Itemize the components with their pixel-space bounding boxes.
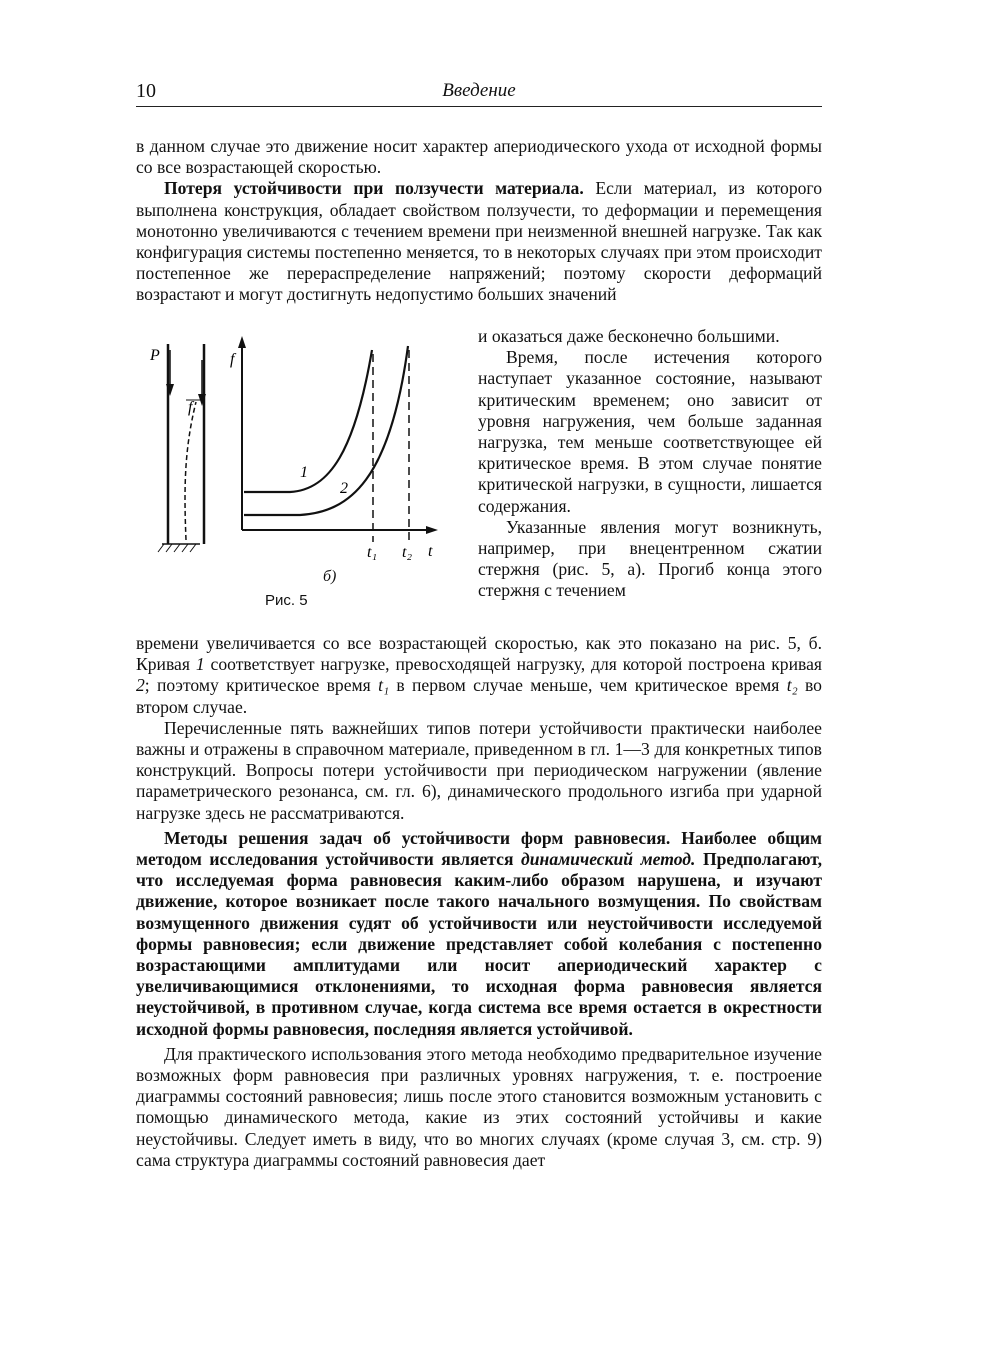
paragraph-phenomena-end xyxy=(136,633,822,718)
creep-curve-1 xyxy=(244,350,372,492)
page-number: 10 xyxy=(136,80,156,102)
tick-t1: t₁ xyxy=(367,544,378,561)
curve-label-1: 1 xyxy=(300,464,308,481)
phenomena-text-d: в первом случае меньше, чем критическое время xyxy=(389,675,787,696)
symbol-t1: t₁ xyxy=(378,675,390,696)
text-block-bottom xyxy=(136,633,822,1171)
paragraph-phenomena-start: Указанные явления могут возникнуть, например, при внецентренном сжатии стержня (рис. 5, а). Прогиб конца этого стержня с течением xyxy=(478,516,822,601)
graph-y-arrow xyxy=(238,336,246,348)
figure-5-drawing xyxy=(140,330,466,630)
paragraph-creep-tail: и оказаться даже бесконечно большими. xyxy=(478,326,780,346)
symbol-curve-1: 1 xyxy=(195,654,205,675)
page-header xyxy=(136,80,822,104)
methods-text-b: Предполагают, что исследуемая форма равновесия каким-либо образом нарушена, и изучают движение, которое возникает после такого начального возмущения. По свойствам возмущенного движения судят об устойчивости или неустойчивости исследуемой формы равновесия; если движение представляет собой колебания с постепенно возрастающими амплитудами или носит апериодический характер с увеличивающимися отклонениями, то исходная форма равновесия является неустойчивой, в противном случае, когда система все время остается в окрестности исходной формы равновесия, последняя является устойчивой. xyxy=(136,849,822,1039)
figure-caption: Рис. 5 xyxy=(265,592,308,609)
graph-y-label: f xyxy=(230,351,235,368)
methods-text-a: Наиболее общим методом исследования устойчивости является xyxy=(136,827,822,870)
tick-t2: t₂ xyxy=(402,544,413,561)
paragraph-methods xyxy=(136,828,822,1040)
phenomena-text-e: во втором случае. xyxy=(136,675,822,717)
deflected-column xyxy=(185,402,196,540)
curve-label-2: 2 xyxy=(340,480,348,497)
graph-x-arrow xyxy=(426,526,438,534)
symbol-curve-2: 2 xyxy=(136,675,145,696)
creep-curve-2 xyxy=(244,346,408,515)
symbol-t2: t₂ xyxy=(786,675,798,696)
phenomena-text-a: времени увеличивается со все возрастающей скоростью, как это показано на рис. 5, б. Кривая xyxy=(136,633,822,675)
figure-5 xyxy=(140,330,466,630)
paragraph-creep xyxy=(136,178,822,305)
running-title: Введение xyxy=(442,80,516,101)
heading-methods: Методы решения задач об устойчивости форм равновесия. xyxy=(164,827,671,848)
paragraph-five-types: Перечисленные пять важнейших типов потери устойчивости практически наиболее важны и отражены в справочном материале, приведенном в гл. 1—3 для конкретных типов конструкций. Вопросы потери устойчивости при периодическом нагружении (явление параметрического резонанса, см. гл. 6), динамического продольного изгиба при ударной нагрузке здесь не рассматриваются. xyxy=(136,717,822,823)
paragraph-critical-time: Время, после истечения которого наступает указанное состояние, называют критическим временем; оно зависит от уровня нагружения, чем больше заданная нагрузка, тем меньше соответствующее ей критическое время. В этом случае понятие критической нагрузки, в сущности, лишается содержания. xyxy=(478,347,822,516)
figure-subpart-b: б) xyxy=(323,568,337,585)
paragraph-practical-use: Для практического использования этого метода необходимо предварительное изучение возможных форм равновесия при различных уровнях нагружения, т. е. построение диаграммы состояний равновесия; лишь после этого становится возможным установить с помощью динамического метода, какие из этих состояний устойчивы и какие неустойчивы. Следует иметь в виду, что во многих случаях (кроме случая 3, см. стр. 9) сама структура диаграммы состояний равновесия дает xyxy=(136,1043,822,1170)
term-dynamic-method: динамический метод. xyxy=(521,849,696,870)
axis-label-t: t xyxy=(428,543,433,560)
phenomena-text-b: соответствует нагрузке, превосходящей нагрузку, для которой построена кривая xyxy=(204,654,822,675)
heading-creep: Потеря устойчивости при ползучести материала. xyxy=(164,178,584,199)
phenomena-text-c: ; поэтому критическое время xyxy=(144,675,379,696)
label-P: P xyxy=(150,347,160,364)
support-hatch xyxy=(158,544,196,552)
paragraph-creep-body: Если материал, из которого выполнена конструкция, обладает свойством ползучести, то деформации и перемещения монотонно увеличиваются с течением времени при неизменной внешней нагрузке. Так как конфигурация системы постепенно меняется, то в некоторых случаях при этом происходит постепенное же перераспределение напряжений; поэтому скорости деформаций возрастают и могут достигнуть недопустимо больших значений xyxy=(136,178,822,305)
text-block-top xyxy=(136,136,822,306)
paragraph-continuation: в данном случае это движение носит характер апериодического ухода от исходной формы со все возрастающей скоростью. xyxy=(136,136,822,178)
text-block-side xyxy=(478,326,822,602)
label-f-a: f xyxy=(188,399,193,416)
header-rule xyxy=(136,106,822,107)
